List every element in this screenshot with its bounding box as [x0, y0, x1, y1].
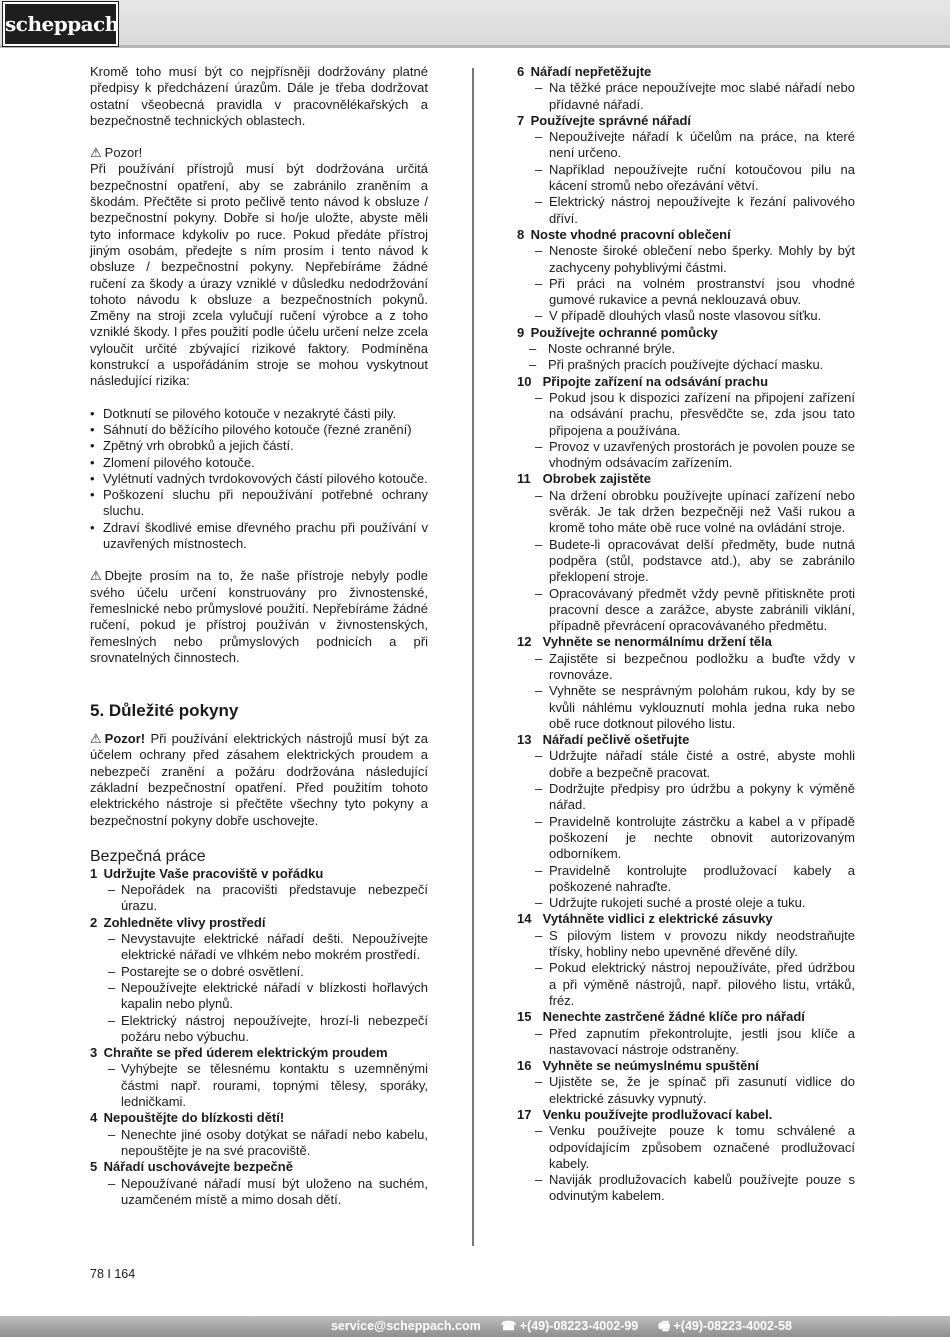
rule-item: [517, 325, 855, 374]
warning-icon: ⚠: [90, 145, 102, 161]
rule-number: 1: [90, 865, 98, 881]
rule-title: Venku používejte prodlužovací kabel.: [542, 1107, 773, 1122]
rule-number: 5: [90, 1159, 98, 1175]
rule-item: [517, 1107, 855, 1205]
rule-line: – Při prašných pracích používejte dýchací masku.: [517, 357, 855, 373]
section-warn-bold: Pozor!: [104, 731, 146, 747]
rule-item: [517, 634, 855, 732]
rule-number: 13: [517, 732, 532, 748]
attention-heading: [90, 145, 428, 161]
rule-title: Nářadí pečlivě ošetřujte: [542, 732, 690, 748]
warning-icon: ⚠: [90, 568, 102, 584]
risk-item: • Zpětný vrh obrobků a jejich částí.: [90, 438, 428, 454]
risk-item: • Zdraví škodlivé emise dřevného prachu při používání v uzavřených místnostech.: [90, 520, 428, 553]
rule-title: Noste vhodné pracovní oblečení: [530, 226, 731, 242]
rule-heading: [517, 911, 855, 927]
right-items: [517, 64, 855, 1205]
rule-heading: [517, 634, 855, 650]
rule-item: [517, 911, 855, 1009]
risk-list: [90, 406, 428, 553]
attention-paragraph: Při používání přístrojů musí být dodržována určitá bezpečnostní opatření, aby se zabránilo zraněním a škodám. Přečtěte si proto pečlivě tento návod k obsluze / bezpečnostní pokyny. Dobře si ho/je uložte, abyste měli tyto informace kdykoliv po ruce. Pokud předáte přístroj jiným osobám, předejte s ním prosím i tento návod k obsluze / bezpečnostní pokyny. Nepřebíráme žádné ručení za škody a úrazy vzniklé v důsledku nedodržování tohoto návodu k obsluze a bezpečnostních pokynů. Změny na stroji zcela vylučují ručení výrobce a z toho vzniklé škody. I přes použití podle účelu určení nelze zcela vyloučit určité zbývající rizikové faktory. Podmíněna konstrukcí a uspořádáním stroje se mohou vyskytnout následující rizika:: [90, 161, 428, 389]
rule-item: [90, 1045, 428, 1110]
rule-line: – Nepořádek na pracovišti představuje nebezpečí úrazu.: [90, 882, 428, 915]
rule-title: Nářadí nepřetěžujte: [530, 64, 652, 79]
rule-line: – Elektrický nástroj nepoužívejte k řezání palivového dříví.: [517, 194, 855, 227]
rule-item: [90, 1159, 428, 1208]
rule-heading: [517, 113, 855, 129]
footer-phone: ☎ +(49)-08223-4002-99: [500, 1319, 639, 1333]
rule-item: [517, 113, 855, 227]
rule-item: [517, 64, 855, 113]
rule-title: Používejte správné nářadí: [530, 112, 692, 128]
rule-item: [90, 1110, 428, 1159]
note-paragraph: [90, 568, 428, 666]
rule-heading: [90, 1159, 428, 1175]
risk-item: • Poškození sluchu při nepoužívání potřebné ochrany sluchu.: [90, 487, 428, 520]
footer-bar: [0, 1316, 950, 1337]
risk-item: • Vylétnutí vadných tvrdokovových částí pilového kotouče.: [90, 471, 428, 487]
left-column: [90, 64, 428, 1208]
rule-title: Obrobek zajistěte: [542, 471, 651, 487]
rule-line: – Na těžké práce nepoužívejte moc slabé nářadí nebo přídavné nářadí.: [517, 80, 855, 113]
rule-heading: [517, 732, 855, 748]
rule-heading: [90, 915, 428, 931]
rule-line: – Ujistěte se, že je spínač při zasunutí vidlice do elektrické zásuvky vypnutý.: [517, 1074, 855, 1107]
rule-heading: [90, 1045, 428, 1061]
rule-item: [517, 1058, 855, 1107]
rule-line: – Dodržujte předpisy pro údržbu a pokyny k výměně nářad.: [517, 781, 855, 814]
rule-line: – Udržujte rukojeti suché a prosté oleje a tuku.: [517, 895, 855, 911]
rule-line: – Budete-li opracovávat delší předměty, bude nutná podpěra (stůl, podstavce atd.), aby se zabránilo překlopení stroje.: [517, 537, 855, 586]
rule-line: – Nepoužívejte nářadí k účelům na práce, na které není určeno.: [517, 129, 855, 162]
rule-line: – Pokud jsou k dispozici zařízení na připojení zařízení na odsávání prachu, přesvědčte se, zda jsou tato připojena a používána.: [517, 390, 855, 439]
rule-line: – Před zapnutím překontrolujte, jestli jsou klíče a nastavovací nástroje odstraněny.: [517, 1026, 855, 1059]
column-divider: [472, 68, 474, 1246]
rule-line: – Postarejte se o dobré osvětlení.: [90, 964, 428, 980]
rule-heading: [517, 64, 855, 80]
risk-item: • Sáhnutí do běžícího pilového kotouče (řezné zranění): [90, 422, 428, 438]
rule-number: 10: [517, 373, 532, 389]
rule-line: – Pravidelně kontrolujte zástrčku a kabel a v případě poškození je nechte obnovit autorizovaným odborníkem.: [517, 814, 855, 863]
footer-fax: 🖷 +(49)-08223-4002-58: [658, 1319, 792, 1333]
rule-line: – Venku používejte pouze k tomu schválené a odpovídajícím způsobem označené prodlužovací kabely.: [517, 1123, 855, 1172]
rule-line: – Vyhněte se nesprávným polohám rukou, kdy by se kvůli náhlému vyklouznutí mohla jedna ruka nebo obě ruce dotknout pilového listu.: [517, 683, 855, 732]
rule-line: – Provoz v uzavřených prostorách je povolen pouze se vhodným odsávacím zařízením.: [517, 439, 855, 472]
footer-email[interactable]: service@scheppach.com: [330, 1319, 481, 1333]
rule-title: Vyhněte se nenormálnímu držení těla: [542, 634, 772, 650]
rule-title: Nepouštějte do blízkosti dětí!: [103, 1110, 285, 1126]
note-text: Dbejte prosím na to, že naše přístroje nebyly podle svého účelu určení konstruovány pro živnostenské, řemeslnické nebo průmyslové použití. Nepřebíráme žádné ručení, pokud je přístroj používán v živnostenských, řemeslných nebo průmyslových podnicích a při srovnatelných činnostech.: [90, 568, 428, 665]
rule-number: 17: [517, 1107, 532, 1122]
rule-heading: [517, 1058, 855, 1074]
rule-item: [90, 866, 428, 915]
rule-item: [517, 1009, 855, 1058]
intro-paragraph: Kromě toho musí být co nejpřísněji dodržovány platné předpisy k předcházení úrazům. Dále je třeba dodržovat ostatní všeobecná pravidla v pracovnělékařských a bezpečnostně technických oblastech.: [90, 64, 428, 128]
rule-line: – Naviják prodlužovacích kabelů používejte pouze s odvinutým kabelem.: [517, 1172, 855, 1205]
rule-title: Nářadí uschovávejte bezpečně: [103, 1159, 293, 1175]
rule-number: 6: [517, 64, 525, 79]
scheppach-logo: scheppach: [3, 2, 118, 46]
rule-number: 16: [517, 1058, 532, 1074]
rule-title: Připojte zařízení na odsávání prachu: [542, 373, 769, 389]
rule-heading: [90, 866, 428, 882]
rule-heading: [90, 1110, 428, 1126]
section-text: Při používání elektrických nástrojů musí být za účelem ochrany před zásahem elektrických proudem a nebezpečí zranění a požáru dodržována následující základní bezpečnostní opatření. Před použitím tohoto elektrického nástroje si přečtěte všechny tyto pokyny a bezpečnostní pokyny dobře uschovejte.: [90, 731, 428, 828]
rule-line: – Pokud elektrický nástroj nepoužíváte, před údržbou a při výměně nástrojů, např. pilového listu, vrtáků, fréz.: [517, 960, 855, 1009]
rule-number: 3: [90, 1045, 98, 1061]
rule-heading: [517, 471, 855, 487]
rule-item: [517, 374, 855, 472]
rule-line: – Opracovávaný předmět vždy pevně přitiskněte proti pracovní desce a zarážce, abyste zabránili viklání, případně převrácení opracovávaného předmětu.: [517, 586, 855, 635]
risk-item: • Zlomení pilového kotouče.: [90, 455, 428, 471]
rule-title: Vytáhněte vidlici z elektrické zásuvky: [542, 911, 773, 927]
rule-number: 9: [517, 324, 525, 340]
rule-number: 15: [517, 1009, 532, 1025]
rule-title: Vyhněte se neúmyslnému spuštění: [542, 1058, 759, 1074]
rule-heading: [517, 325, 855, 341]
rule-line: – Elektrický nástroj nepoužívejte, hrozí-li nebezpečí požáru nebo výbuchu.: [90, 1013, 428, 1046]
rule-number: 11: [517, 471, 531, 487]
header-bar: [0, 0, 950, 48]
rule-line: – Zajistěte si bezpečnou podložku a buďte vždy v rovnováze.: [517, 651, 855, 684]
rule-item: [517, 227, 855, 325]
rule-title: Zohledněte vlivy prostředí: [103, 914, 266, 930]
rule-item: [517, 471, 855, 634]
left-items: [90, 866, 428, 1208]
rule-number: 14: [517, 911, 532, 927]
rule-heading: [517, 1107, 855, 1123]
rule-line: – Nenoste široké oblečení nebo šperky. Mohly by být zachyceny pohyblivými částmi.: [517, 243, 855, 276]
rule-number: 12: [517, 634, 532, 650]
rule-line: – Například nepoužívejte ruční kotoučovou pilu na kácení stromů nebo ořezávání větví.: [517, 162, 855, 195]
rule-line: – S pilovým listem v provozu nikdy neodstraňujte třísky, hobliny nebo upevněné dřevěné díly.: [517, 928, 855, 961]
rule-item: [90, 915, 428, 1045]
rule-heading: [517, 374, 855, 390]
rule-number: 8: [517, 226, 525, 242]
rule-heading: [517, 1009, 855, 1025]
rule-line: – Nepoužívané nářadí musí být uloženo na suchém, uzamčeném místě a mimo dosah dětí.: [90, 1176, 428, 1209]
rule-line: – V případě dlouhých vlasů noste vlasovou síťku.: [517, 308, 855, 324]
right-column: [517, 64, 855, 1205]
rule-line: – Noste ochranné brýle.: [517, 341, 855, 357]
rule-line: – Vyhýbejte se tělesnému kontaktu s uzemněnými částmi např. rourami, topnými tělesy, sporáky, ledničkami.: [90, 1061, 428, 1110]
rule-line: – Nevystavujte elektrické nářadí dešti. Nepoužívejte elektrické nářadí ve vlhkém nebo mokrém prostředí.: [90, 931, 428, 964]
rule-line: – Pravidelně kontrolujte prodlužovací kabely a poškozené nahraďte.: [517, 863, 855, 896]
rule-line: – Nenechte jiné osoby dotýkat se nářadí nebo kabelu, nepouštějte je na své pracoviště.: [90, 1127, 428, 1160]
rule-title: Udržujte Vaše pracoviště v pořádku: [103, 865, 324, 881]
rule-title: Používejte ochranné pomůcky: [530, 324, 718, 340]
rule-number: 4: [90, 1110, 98, 1126]
rule-line: – Na držení obrobku používejte upínací zařízení nebo svěrák. Je tak držen bezpečněji než Vaši rukou a kromě toho máte obě ruce volné na ovládání stroje.: [517, 488, 855, 537]
rule-number: 7: [517, 112, 525, 128]
rule-number: 2: [90, 914, 98, 930]
rule-item: [517, 732, 855, 911]
attention-title: Pozor!: [104, 145, 143, 161]
risk-item: • Dotknutí se pilového kotouče v nezakryté části pily.: [90, 406, 428, 422]
rule-title: Nenechte zastrčené žádné klíče pro nářadí: [542, 1009, 805, 1025]
rule-line: – Udržujte nářadí stále čisté a ostré, abyste mohli dobře a bezpečně pracovat.: [517, 748, 855, 781]
rule-heading: [517, 227, 855, 243]
section-paragraph: [90, 731, 428, 829]
subsection-title: Bezpečná práce: [90, 847, 206, 865]
rule-line: – Nepoužívejte elektrické nářadí v blízkosti hořlavých kapalin nebo plynů.: [90, 980, 428, 1013]
section-title: 5. Důležité pokyny: [90, 701, 239, 721]
rule-line: – Při práci na volném prostranství jsou vhodné gumové rukavice a pevná neklouzavá obuv.: [517, 276, 855, 309]
rule-title: Chraňte se před úderem elektrickým proudem: [103, 1045, 388, 1061]
warning-icon: ⚠: [90, 731, 102, 747]
page-number: 78 I 164: [90, 1267, 136, 1281]
